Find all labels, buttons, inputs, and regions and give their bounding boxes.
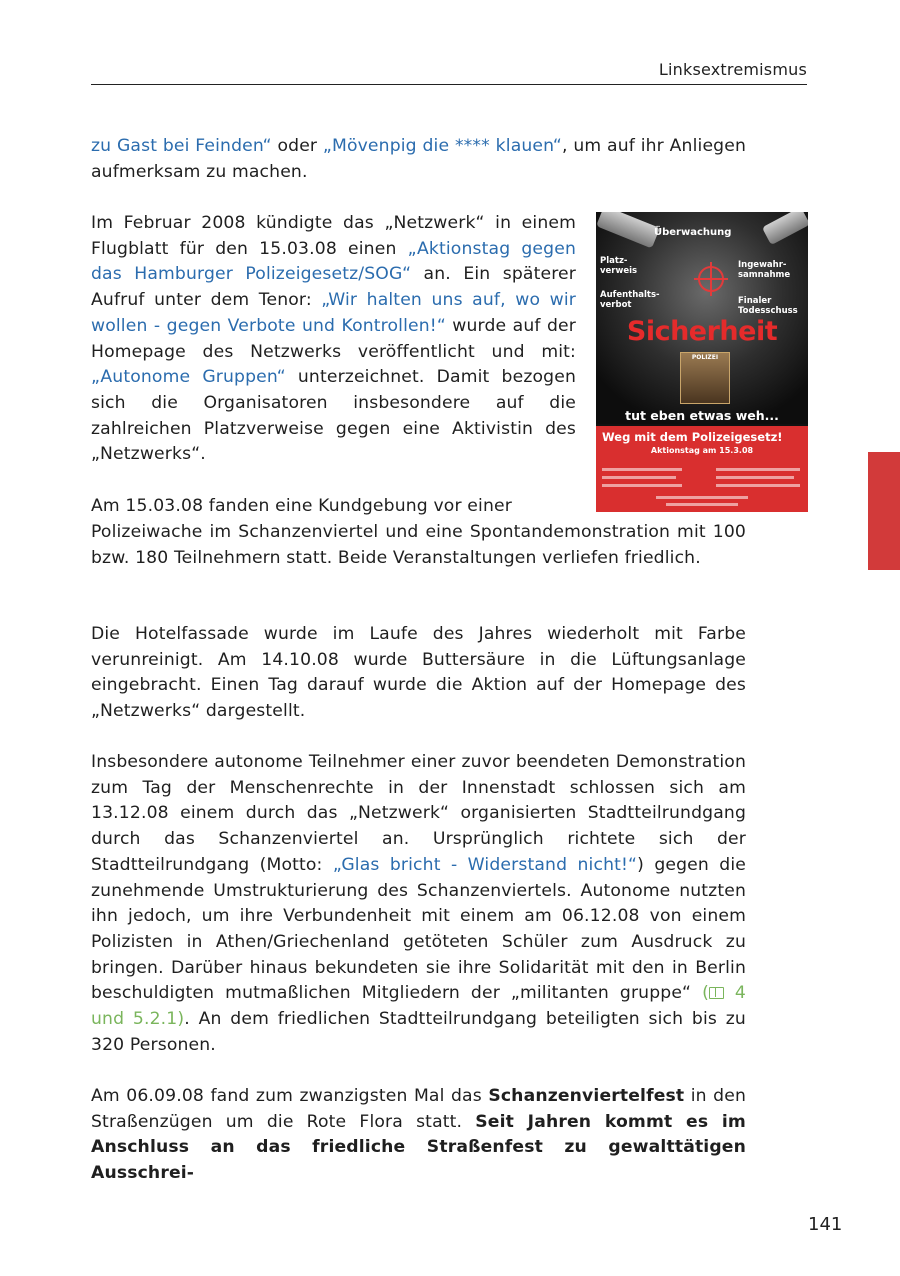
text-run: , um auf ihr Anliegen aufmerksam zu machen. — [91, 136, 746, 182]
poster-word: Finaler Todesschuss — [738, 296, 798, 316]
quote-highlight: „Aktionstag gegen das Hamburger Polizeigesetz/SOG“ — [91, 238, 576, 285]
crosshair-icon — [698, 266, 724, 292]
quote-highlight: zu Gast bei Feinden“ — [91, 136, 272, 156]
poster-fineprint — [666, 503, 738, 506]
text-run: ) gegen die zunehmende Umstrukturierung des Schanzenviertels. Autonome nutzten ihn jedoch, um ihre Verbundenheit mit einem am 06.12.08 von einem Polizisten in Athen/Griechenland getöteten Schüler zum Ausdruck zu bringen. Darüber hinaus bekundeten sie ihre Solidarität mit den in Berlin beschuldigten mutmaßlichen Mitgliedern der „militanten gruppe“ — [91, 854, 747, 1004]
text-run: unterzeichnet. Damit bezogen sich die Organisatoren insbesondere auf die zahlreichen Platzverweise gegen eine Aktivistin des „Netzwerks“. — [91, 367, 576, 465]
chapter-title: Linksextremismus — [658, 60, 807, 79]
text-run: Insbesondere autonome Teilnehmer einer zuvor beendeten Demonstration zum Tag der Menschenrechte in der Innenstadt schlossen sich am 13.12.08 einem durch das „Netzwerk“ organisierten Stadtteilrundgang durch das Schanzenviertel an. Ursprünglich richtete sich der Stadtteilrundgang (Motto: — [91, 752, 746, 875]
text-run: Am 15.03.08 fanden eine Kundgebung vor einer — [91, 496, 512, 516]
bold-statement: Seit Jahren kommt es im Anschluss an das friedliche Straßenfest zu gewalttätigen Ausschrei- — [91, 1111, 746, 1184]
quote-highlight: „Wir halten uns auf, wo wir wollen - gegen Verbote und Kontrollen!“ — [91, 290, 576, 336]
poster-word: Überwachung — [654, 227, 732, 238]
quote-highlight: „Autonome Gruppen“ — [91, 367, 286, 388]
poster-word: Platz- verweis — [600, 256, 638, 276]
poster-word: Aufenthalts- verbot — [600, 290, 660, 310]
paragraph-1 — [91, 134, 746, 185]
paragraph-4 — [91, 622, 746, 725]
ref-text: 4 und 5.2.1) — [91, 983, 746, 1030]
paragraph-2 — [91, 211, 576, 468]
text-run: in den Straßenzügen um die Rote Flora statt. — [91, 1086, 746, 1132]
quote-highlight: „Mövenpig die **** klauen“ — [322, 136, 562, 156]
quote-highlight: „Glas bricht - Widerstand nicht!“ — [332, 854, 638, 875]
text-run: oder — [271, 136, 323, 156]
poster-tagline: tut eben etwas weh... — [625, 408, 779, 423]
running-header — [91, 60, 807, 85]
poster-headline: Sicherheit — [626, 316, 778, 347]
poster-fineprint — [602, 468, 682, 471]
poster-word: Ingewahr- samnahme — [738, 260, 791, 280]
text-run: Am 06.09.08 fand zum zwanzigsten Mal das — [91, 1086, 489, 1106]
poster-slogan: Weg mit dem Polizeigesetz! — [602, 430, 783, 444]
paragraph-3-first-line — [91, 494, 576, 520]
page-number: 141 — [808, 1214, 843, 1235]
police-badge-icon — [680, 352, 730, 404]
protest-poster-image — [596, 212, 808, 512]
poster-fineprint — [716, 476, 794, 479]
text-run: . An dem friedlichen Stadtteilrundgang beteiligten sich bis zu 320 Personen. — [91, 1009, 746, 1055]
poster-fineprint — [602, 484, 682, 487]
text-run: wurde auf der Homepage des Netzwerks veröffentlicht und mit: — [91, 315, 576, 362]
text-run: Im Februar 2008 kündigte das „Netzwerk“ in einem Flugblatt für den 15.03.08 einen — [91, 213, 576, 259]
poster-fineprint — [656, 496, 748, 499]
poster-fineprint — [602, 476, 676, 479]
bold-term: Schanzenviertelfest — [488, 1086, 685, 1106]
ref-paren: ( — [702, 983, 709, 1004]
book-icon — [709, 987, 724, 999]
chapter-tab-marker — [868, 452, 900, 570]
text-run: Die Hotelfassade wurde im Laufe des Jahres wiederholt mit Farbe verunreinigt. Am 14.10.08 wurde Buttersäure in die Lüftungsanlage eingebracht. Einen Tag darauf wurde die Aktion auf der Homepage des „Netzwerks“ dargestellt. — [91, 624, 746, 722]
paragraph-6 — [91, 1084, 746, 1187]
poster-date: Aktionstag am 15.3.08 — [650, 446, 754, 455]
badge-label: POLIZEI — [691, 354, 719, 361]
paragraph-3 — [91, 520, 746, 571]
paragraph-5 — [91, 750, 746, 1058]
poster-fineprint — [716, 468, 800, 471]
text-run: Polizeiwache im Schanzenviertel und eine Spontandemonstration mit 100 bzw. 180 Teilnehmern statt. Beide Veranstaltungen verliefen friedlich. — [91, 522, 746, 568]
poster-red-panel — [596, 426, 808, 512]
text-run: an. Ein späterer Aufruf unter dem Tenor: — [91, 264, 576, 311]
poster-fineprint — [716, 484, 800, 487]
